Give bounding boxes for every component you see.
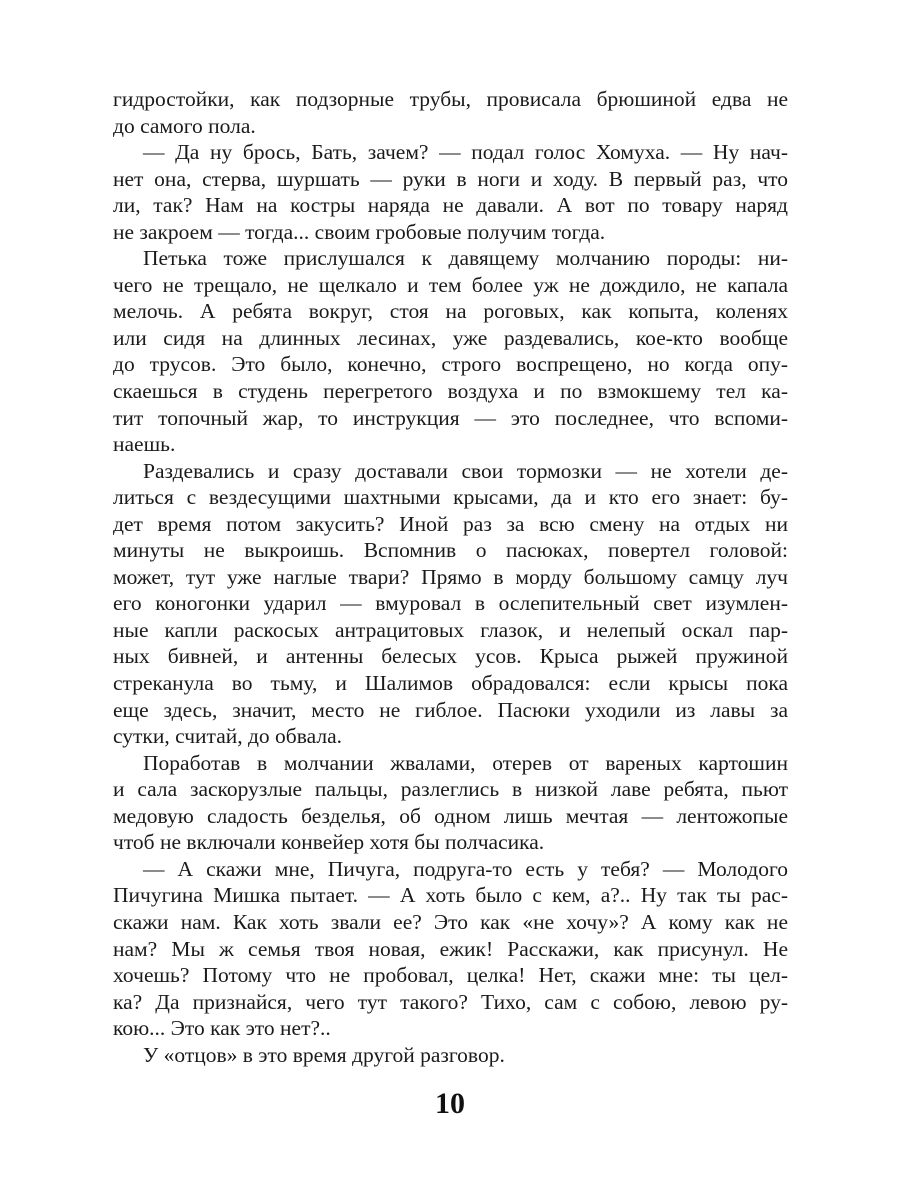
text-line: сутки, считай, до обвала. (113, 724, 342, 749)
paragraph (113, 750, 788, 856)
text-line: медовую сладость безделья, об одном лишь мечтая — лентожопые (113, 803, 788, 828)
text-line: тит топочный жар, то инструкция — это последнее, что вспоми- (113, 405, 788, 430)
text-line: гидростойки, как подзорные трубы, провисала брюшиной едва не (113, 87, 788, 111)
text-line: У «отцов» в это время другой разговор. (143, 1042, 505, 1067)
paragraph (113, 245, 788, 457)
text-line: Петька тоже прислушался к давящему молчанию породы: ни- (143, 246, 788, 271)
text-line: скаешься в студень перегретого воздуха и по взмокшему тел ка- (113, 379, 788, 404)
text-line: его коногонки ударил — вмуровал в ослепительный свет изумлен- (113, 591, 788, 616)
page-number: 10 (435, 1087, 465, 1120)
text-line: до самого пола. (113, 113, 256, 138)
text-line: ка? Да признайся, чего тут такого? Тихо, сам с собою, левою ру- (113, 989, 788, 1014)
text-line: до трусов. Это было, конечно, строго воспрещено, но когда опу- (113, 352, 788, 377)
text-line: мелочь. А ребята вокруг, стоя на роговых, как копыта, коленях (113, 299, 788, 324)
text-line: минуты не выкроишь. Вспомнив о пасюках, повертел головой: (113, 538, 788, 563)
text-line: и сала заскорузлые пальцы, разлеглись в низкой лаве ребята, пьют (113, 777, 788, 802)
text-line: нет она, стерва, шуршать — руки в ноги и ходу. В первый раз, что (113, 166, 788, 191)
text-line: может, тут уже наглые твари? Прямо в морду большому самцу луч (113, 564, 788, 589)
text-line: Поработав в молчании жвалами, отерев от вареных картошин (143, 750, 788, 775)
text-line: еще здесь, значит, место не гиблое. Пасюки уходили из лавы за (113, 697, 788, 722)
text-line: наешь. (113, 432, 176, 457)
text-line: ли, так? Нам на костры наряда не давали. А вот по товару наряд (113, 193, 788, 218)
text-line: Раздевались и сразу доставали свои тормозки — не хотели де- (143, 458, 788, 483)
paragraph (113, 856, 788, 1042)
text-line: — Да ну брось, Бать, зачем? — подал голос Хомуха. — Ну нач- (143, 140, 788, 165)
paragraph (113, 458, 788, 750)
text-line: стреканула во тьму, и Шалимов обрадовался: если крысы пока (113, 671, 788, 696)
text-line: литься с вездесущими шахтными крысами, да и кто его знает: бу- (113, 485, 788, 510)
text-line: не закроем — тогда... своим гробовые получим тогда. (113, 219, 606, 244)
text-line: ных бивней, и антенны белесых усов. Крыса рыжей пружиной (113, 644, 788, 669)
text-line: скажи нам. Как хоть звали ее? Это как «не хочу»? А кому как не (113, 909, 788, 934)
book-page-body (113, 86, 788, 1068)
text-line: ные капли раскосых антрацитовых глазок, и нелепый оскал пар- (113, 617, 788, 642)
paragraph (113, 86, 788, 139)
text-line: дет время потом закусить? Иной раз за всю смену на отдых ни (113, 511, 788, 536)
text-line: или сидя на длинных лесинах, уже раздевались, кое-кто вообще (113, 325, 788, 350)
text-line: хочешь? Потому что не пробовал, целка! Нет, скажи мне: ты цел- (113, 963, 788, 988)
paragraph (113, 1042, 788, 1069)
text-line: кою... Это как это нет?.. (113, 1016, 331, 1041)
text-line: чего не трещало, не щелкало и тем более уж не дождило, не капала (113, 272, 788, 297)
text-line: Пичугина Мишка пытает. — А хоть было с кем, а?.. Ну так ты рас- (113, 883, 788, 908)
text-line: чтоб не включали конвейер хотя бы полчасика. (113, 830, 545, 855)
text-line: — А скажи мне, Пичуга, подруга-то есть у тебя? — Молодого (143, 856, 788, 881)
text-line: нам? Мы ж семья твоя новая, ежик! Расскажи, как присунул. Не (113, 936, 788, 961)
paragraph (113, 139, 788, 245)
